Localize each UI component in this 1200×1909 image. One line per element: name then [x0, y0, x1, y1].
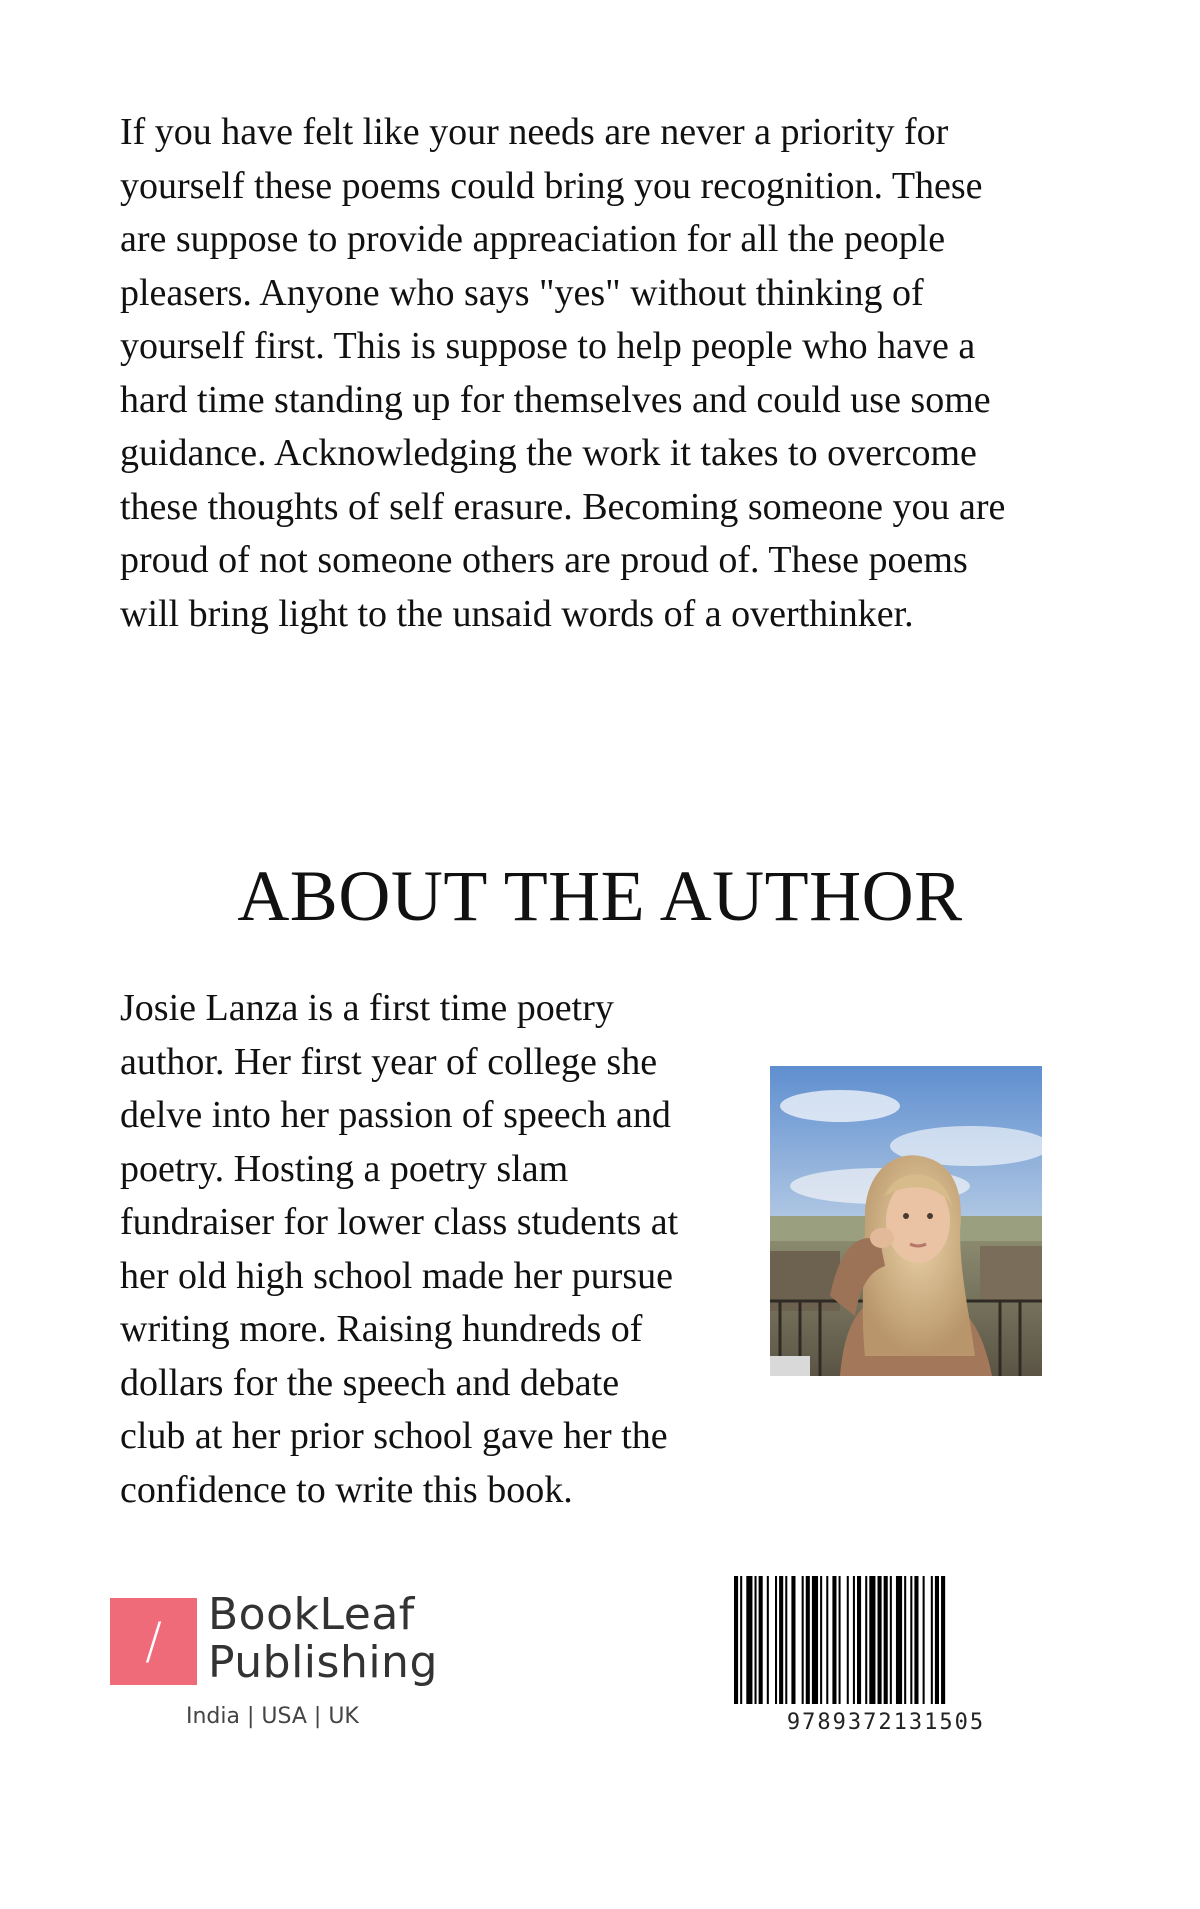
barcode-bar	[904, 1576, 906, 1704]
isbn-number: 9789372131505	[786, 1710, 986, 1735]
barcode-bar	[931, 1576, 933, 1704]
barcode-bar	[839, 1576, 841, 1704]
barcode-bar	[878, 1576, 882, 1704]
barcode-bar	[812, 1576, 818, 1704]
barcode-bar	[857, 1576, 861, 1704]
barcode-bar	[785, 1576, 787, 1704]
barcode-bar	[896, 1576, 902, 1704]
publisher-name-line2: Publishing	[208, 1637, 438, 1688]
barcode-bar	[759, 1576, 763, 1704]
barcode-bar	[806, 1576, 810, 1704]
barcode-bar	[755, 1576, 757, 1704]
back-cover-blurb: If you have felt like your needs are never a priority for yourself these poems could bring you recognition. These are suppose to provide appreaciation for all the people pleasers. Anyone who says "yes" without thinking of yourself first. This is suppose to help people who have a hard time standing up for themselves and could use some guidance. Acknowledging the work it takes to overcome these thoughts of self erasure. Becoming someone you are proud of not someone others are proud of. These poems will bring light to the unsaid words of a overthinker.	[120, 111, 1006, 635]
barcode-bar	[746, 1576, 752, 1704]
author-bio: Josie Lanza is a first time poetry author. Her first year of college she delve into her passion of speech and poetry. Hosting a poetry slam fundraiser for lower class students at her old high school made her pursue writing more. Raising hundreds of dollars for the speech and debate club at her prior school gave her the confidence to write this book.	[120, 987, 679, 1511]
publisher-logo	[110, 1589, 440, 1729]
barcode-bar	[869, 1576, 875, 1704]
publisher-name-line1: BookLeaf	[208, 1589, 415, 1640]
barcode-bar	[775, 1576, 777, 1704]
barcode-bar	[941, 1576, 945, 1704]
isbn-barcode	[730, 1576, 1042, 1736]
barcode-bar	[847, 1576, 849, 1704]
barcode-bar	[791, 1576, 795, 1704]
barcode-bar	[734, 1576, 738, 1704]
publisher-slash-glyph: /	[145, 1612, 162, 1670]
barcode-bar	[779, 1576, 783, 1704]
barcode-bar	[740, 1576, 742, 1704]
barcode-bar	[865, 1576, 867, 1704]
barcode-bar	[826, 1576, 828, 1704]
barcode-bar	[820, 1576, 822, 1704]
barcode-bar	[890, 1576, 892, 1704]
barcode-bar	[767, 1576, 769, 1704]
barcode-bar	[914, 1576, 918, 1704]
publisher-regions: India | USA | UK	[186, 1704, 359, 1729]
barcode-bars	[730, 1576, 1042, 1704]
barcode-bar	[935, 1576, 939, 1704]
barcode-bar	[923, 1576, 925, 1704]
barcode-bar	[884, 1576, 888, 1704]
barcode-bar	[853, 1576, 855, 1704]
barcode-bar	[832, 1576, 836, 1704]
barcode-bar	[802, 1576, 804, 1704]
about-author-heading: ABOUT THE AUTHOR	[237, 856, 963, 936]
author-photo	[770, 1066, 1042, 1376]
barcode-bar	[910, 1576, 912, 1704]
